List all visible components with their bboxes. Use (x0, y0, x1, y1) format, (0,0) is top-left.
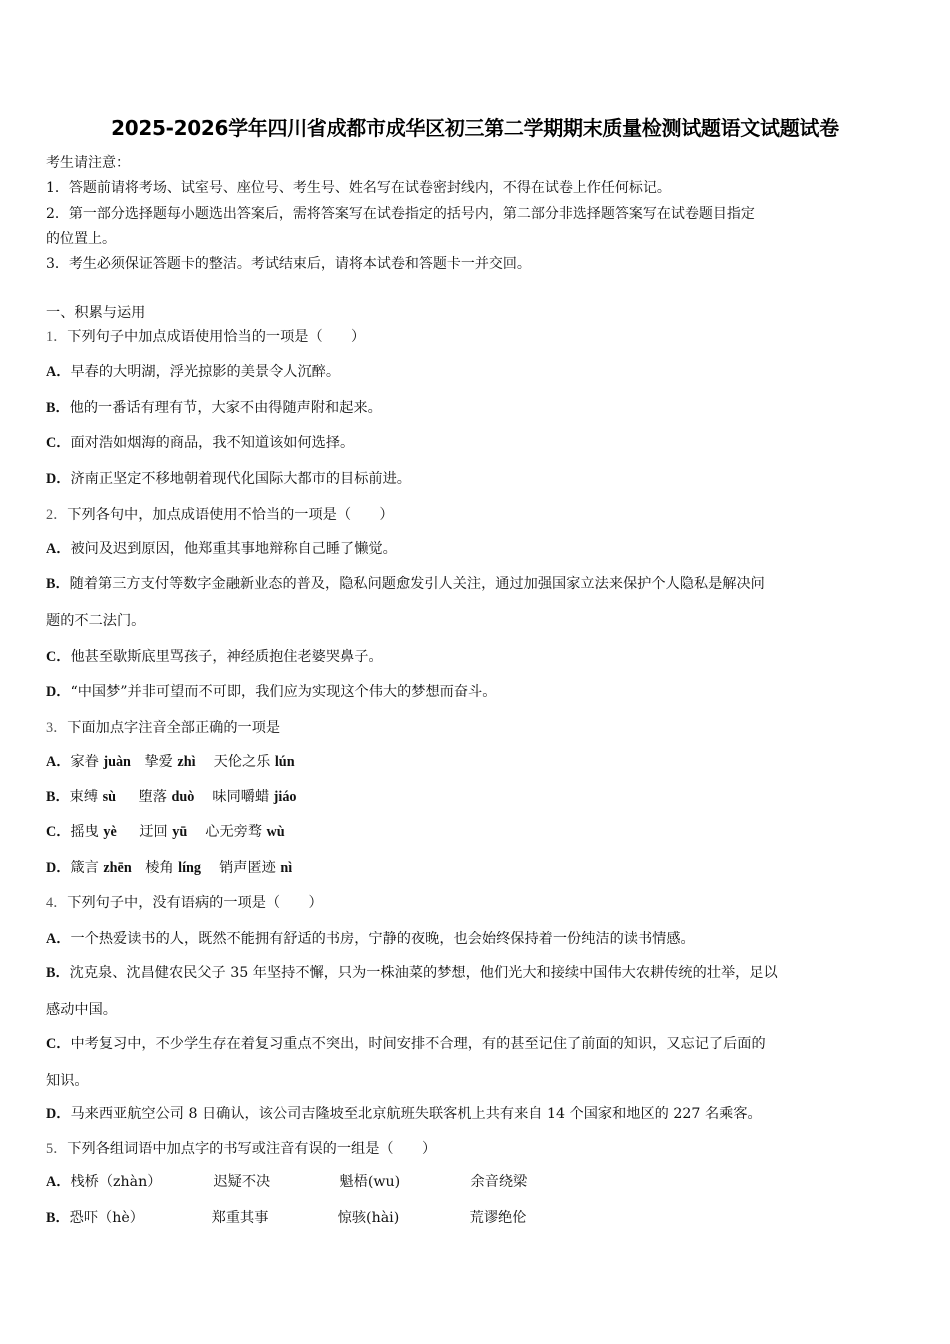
question-number: 1． (46, 329, 68, 345)
document-title: 2025-2026学年四川省成都市成华区初三第二学期期末质量检测试题语文试题试卷 (111, 116, 839, 140)
q5-option-b[interactable]: B．恐吓（hè） 郑重其事 惊骇(hài) 荒谬绝伦 (46, 1210, 527, 1226)
q3-option-b[interactable]: B．束缚 sù 堕落 duò 味同嚼蜡 jiáo (46, 789, 297, 805)
q1-option-c[interactable]: C．面对浩如烟海的商品，我不知道该如何选择。 (46, 435, 355, 451)
question-3-stem: 3．下面加点字注音全部正确的一项是 (46, 720, 281, 736)
q4-option-b-cont: 感动中国。 (46, 1002, 117, 1018)
notice-heading: 考生请注意： (46, 155, 130, 171)
question-5-stem: 5．下列各组词语中加点字的书写或注音有误的一组是（ ） (46, 1141, 437, 1157)
q1-option-a[interactable]: A．早春的大明湖，浮光掠影的美景令人沉醉。 (46, 364, 341, 380)
section-heading: 一、积累与运用 (46, 305, 146, 321)
notice-item-1: 1．答题前请将考场、试室号、座位号、考生号、姓名写在试卷密封线内，不得在试卷上作任何标记。 (46, 180, 671, 196)
q2-option-a[interactable]: A．被问及迟到原因，他郑重其事地辩称自己睡了懒觉。 (46, 541, 397, 557)
question-4-stem: 4．下列句子中，没有语病的一项是（ ） (46, 895, 323, 911)
notice-item-2-cont: 的位置上。 (46, 231, 116, 247)
q3-option-a[interactable]: A．家眷 juàn 挚爱 zhì 天伦之乐 lún (46, 754, 295, 770)
notice-item-3: 3．考生必须保证答题卡的整洁。考试结束后，请将本试卷和答题卡一并交回。 (46, 256, 531, 272)
q3-option-c[interactable]: C．摇曳 yè 迂回 yū 心无旁骛 wù (46, 824, 285, 840)
q4-option-b[interactable]: B．沈克泉、沈昌健农民父子 35 年坚持不懈，只为一株油菜的梦想，他们光大和接续中国伟大农耕传统的壮举，足以 (46, 965, 778, 981)
q2-option-b-cont: 题的不二法门。 (46, 613, 146, 629)
q2-option-b[interactable]: B．随着第三方支付等数字金融新业态的普及，隐私问题愈发引人关注，通过加强国家立法来保护个人隐私是解决问 (46, 576, 765, 592)
notice-item-2: 2．第一部分选择题每小题选出答案后，需将答案写在试卷指定的括号内，第二部分非选择题答案写在试卷题目指定 (46, 206, 755, 222)
q3-option-d[interactable]: D．箴言 zhēn 棱角 líng 销声匿迹 nì (46, 860, 293, 876)
q4-option-c[interactable]: C．中考复习中，不少学生存在着复习重点不突出，时间安排不合理，有的甚至记住了前面的知识，又忘记了后面的 (46, 1036, 766, 1052)
q1-option-b[interactable]: B．他的一番话有理有节，大家不由得随声附和起来。 (46, 400, 382, 416)
q1-option-d[interactable]: D．济南正坚定不移地朝着现代化国际大都市的目标前进。 (46, 471, 411, 487)
question-2-stem: 2．下列各句中，加点成语使用不恰当的一项是（ ） (46, 507, 394, 523)
q2-option-c[interactable]: C．他甚至歇斯底里骂孩子，神经质抱住老婆哭鼻子。 (46, 649, 383, 665)
q4-option-a[interactable]: A．一个热爱读书的人，既然不能拥有舒适的书房，宁静的夜晚，也会始终保持着一份纯洁的读书情感。 (46, 931, 695, 947)
q4-option-d[interactable]: D．马来西亚航空公司 8 日确认，该公司吉隆坡至北京航班失联客机上共有来自 14 个国家和地区的 227 名乘客。 (46, 1106, 762, 1122)
question-1-stem: 1．下列句子中加点成语使用恰当的一项是（ ） (46, 329, 366, 345)
q4-option-c-cont: 知识。 (46, 1073, 89, 1089)
q5-option-a[interactable]: A．栈桥（zhàn） 迟疑不决 魁梧(wu) 余音绕梁 (46, 1174, 528, 1190)
q2-option-d[interactable]: D．“中国梦”并非可望而不可即，我们应为实现这个伟大的梦想而奋斗。 (46, 684, 497, 700)
